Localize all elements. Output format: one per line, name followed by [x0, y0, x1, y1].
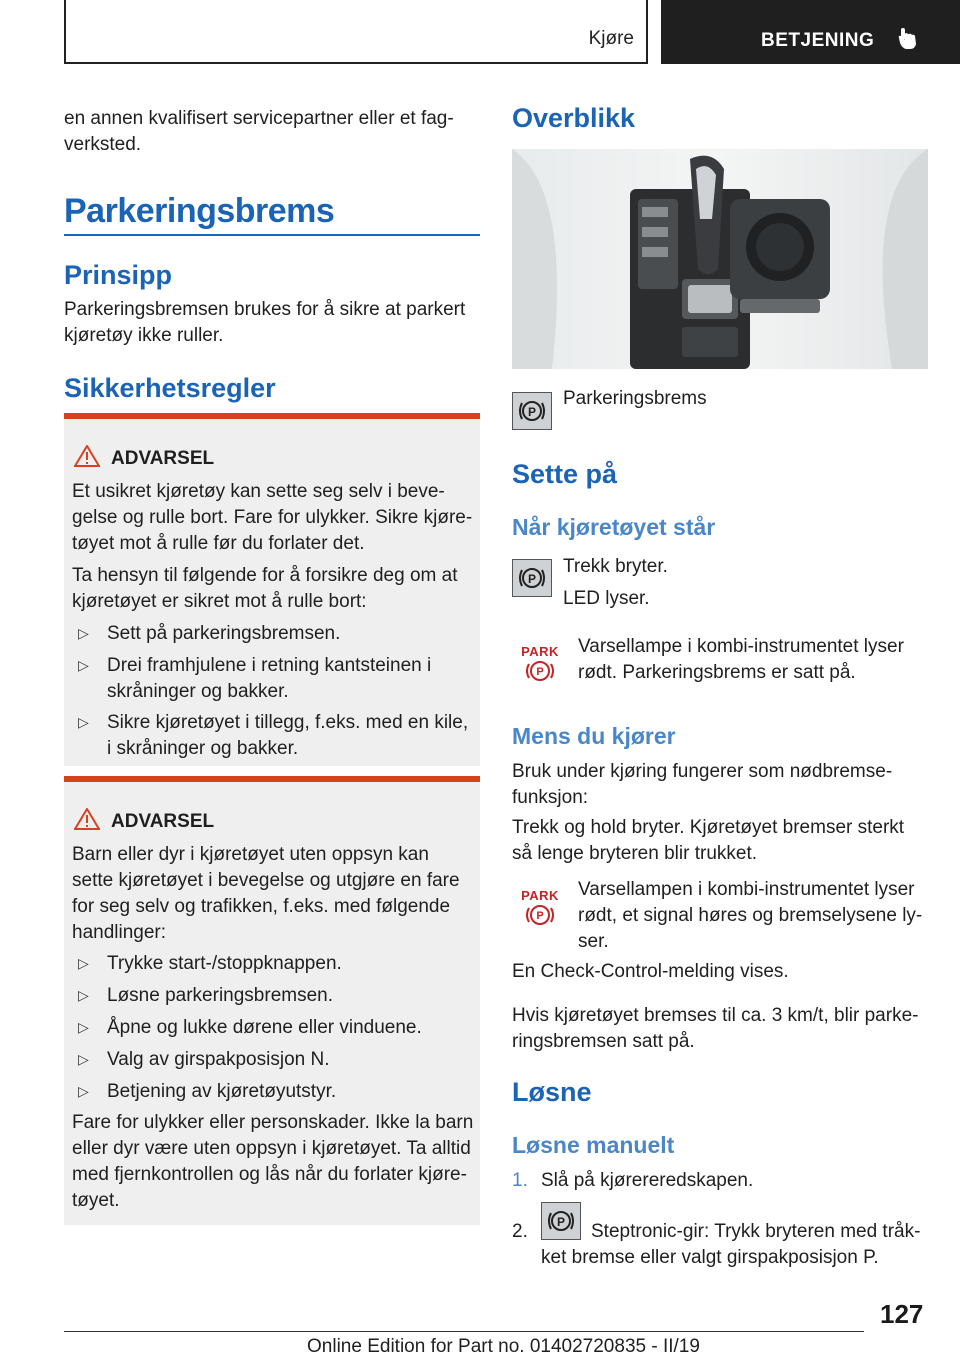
header-chapter-title: BETJENING — [761, 30, 875, 51]
heading-sette-pa: Sette på — [512, 459, 618, 489]
page-number: 127 — [880, 1299, 924, 1329]
park-lamp-label: PARK — [521, 888, 559, 903]
warning-triangle-icon — [74, 445, 100, 467]
bullet-triangle-icon: ▷ — [78, 714, 89, 730]
warning-text-2: Fare for ulykker eller personskader. Ikke la barn eller dyr være uten oppsyn i kjøretøyet. Ta alltid med fjernkontrollen og lås når du forlater kjøre- tøyet. — [72, 1112, 474, 1211]
park-lamp-label: PARK — [521, 644, 559, 659]
svg-text:P: P — [527, 405, 537, 419]
list-item: ▷ Åpne og lukke dørene eller vinduene. — [78, 1017, 422, 1038]
center-console-photo — [512, 149, 928, 369]
park-warning-lamp — [520, 888, 560, 932]
intro-text: en annen kvalifisert servicepartner eller et fag- verksted. — [64, 108, 454, 155]
parking-brake-icon — [512, 559, 552, 597]
principle-text: Parkeringsbremsen brukes for å sikre at parkert kjøretøy ikke ruller. — [64, 299, 466, 346]
warning-text-2: Ta hensyn til følgende for å forsikre deg om at kjøretøyet er sikret mot å rulle bort: — [72, 565, 458, 612]
list-item: ▷ Trykke start-/stoppknappen. — [78, 953, 342, 974]
list-item: ▷ Sikre kjøretøyet i tillegg, f.eks. med en kile, i skråninger og bakker. — [78, 712, 469, 759]
bullet-triangle-icon: ▷ — [78, 955, 89, 971]
heading-nar-kjoretoyet-star: Når kjøretøyet står — [512, 514, 716, 540]
bullet-triangle-icon: ▷ — [78, 1083, 89, 1099]
step-1 — [512, 1168, 754, 1194]
warning-box-1 — [64, 413, 480, 766]
step-number: 1. — [512, 1170, 528, 1191]
warning-title: ADVARSEL — [111, 448, 215, 469]
bullet-triangle-icon: ▷ — [78, 625, 89, 641]
heading-prinsipp: Prinsipp — [64, 260, 173, 290]
bullet-triangle-icon: ▷ — [78, 1019, 89, 1035]
park-circle-icon — [522, 659, 558, 683]
svg-text:P: P — [556, 1215, 566, 1229]
step-2-text-a: Steptronic-gir: Trykk bryteren med tråk- — [591, 1221, 921, 1242]
step-text: Slå på kjørereredskapen. — [541, 1170, 754, 1191]
park-warning-lamp — [520, 644, 560, 688]
list-item: ▷ Betjening av kjøretøyutstyr. — [78, 1081, 337, 1102]
svg-text:P: P — [536, 666, 544, 678]
warning-box-2 — [64, 776, 480, 1225]
warning-triangle-icon — [74, 808, 100, 830]
list-item: ▷ Valg av girspakposisjon N. — [78, 1049, 330, 1070]
footer-edition: Online Edition for Part no. 01402720835 - II/19 — [307, 1336, 700, 1357]
driving-text-1: Bruk under kjøring fungerer som nødbremse- funksjon: — [512, 761, 893, 808]
step-number-2: 2. — [512, 1221, 528, 1242]
list-item: ▷ Sett på parkeringsbremsen. — [78, 623, 341, 644]
bullet-triangle-icon: ▷ — [78, 987, 89, 1003]
bullet-triangle-icon: ▷ — [78, 657, 89, 673]
warning-text-1: Barn eller dyr i kjøretøyet uten oppsyn kan sette kjøretøyet i bevegelse og utgjøre en fare for seg selv og trafikken, f.eks. med følgende handlinger: — [72, 844, 460, 943]
list-item: ▷ Løsne parkeringsbremsen. — [78, 985, 333, 1006]
park-circle-icon — [522, 903, 558, 927]
svg-text:P: P — [527, 572, 537, 586]
heading-losne-manuelt: Løsne manuelt — [512, 1132, 675, 1158]
list-item: ▷ Drei framhjulene i retning kantsteinen i skråninger og bakker. — [78, 655, 432, 702]
hand-pointer-icon — [897, 26, 919, 50]
heading-rule — [64, 234, 480, 236]
svg-text:P: P — [536, 910, 544, 922]
bullet-triangle-icon: ▷ — [78, 1051, 89, 1067]
lamp-text-2: Varsellampen i kombi-instrumentet lyser rødt, et signal høres og bremselysene ly- ser. — [578, 879, 923, 952]
heading-sikkerhetsregler: Sikkerhetsregler — [64, 373, 276, 403]
parking-brake-icon — [512, 392, 552, 430]
parking-brake-icon — [541, 1202, 581, 1240]
heading-losne: Løsne — [512, 1077, 592, 1107]
lamp-text-1: Varsellampe i kombi-instrumentet lyser rødt. Parkeringsbrems er satt på. — [578, 636, 904, 683]
caption-parking-brake: Parkeringsbrems — [563, 388, 707, 409]
header-chapter-box — [661, 0, 960, 64]
step-2-text-b: ket bremse eller valgt girspakposisjon P. — [541, 1247, 879, 1268]
instruction-text: Trekk bryter. LED lyser. — [563, 556, 668, 609]
warning-text-1: Et usikret kjøretøy kan sette seg selv i beve- gelse og rulle bort. Fare for ulykker. Sikre kjøre- tøyet mot å rulle før du forlater det. — [72, 481, 473, 554]
header-section-title: Kjøre — [588, 28, 634, 49]
warning-title: ADVARSEL — [111, 811, 215, 832]
header-section-box — [64, 0, 648, 64]
heading-parkeringsbrems: Parkeringsbrems — [64, 192, 335, 230]
driving-text-2: Trekk og hold bryter. Kjøretøyet bremser sterkt så lenge bryteren blir trukket. — [512, 817, 905, 864]
heading-mens-du-kjorer: Mens du kjører — [512, 723, 676, 749]
check-control-text: En Check-Control-melding vises. — [512, 961, 789, 982]
heading-overblikk: Overblikk — [512, 103, 636, 133]
footer-rule — [64, 1331, 864, 1332]
slow-brake-text: Hvis kjøretøyet bremses til ca. 3 km/t, blir parke- ringsbremsen satt på. — [512, 1005, 919, 1052]
